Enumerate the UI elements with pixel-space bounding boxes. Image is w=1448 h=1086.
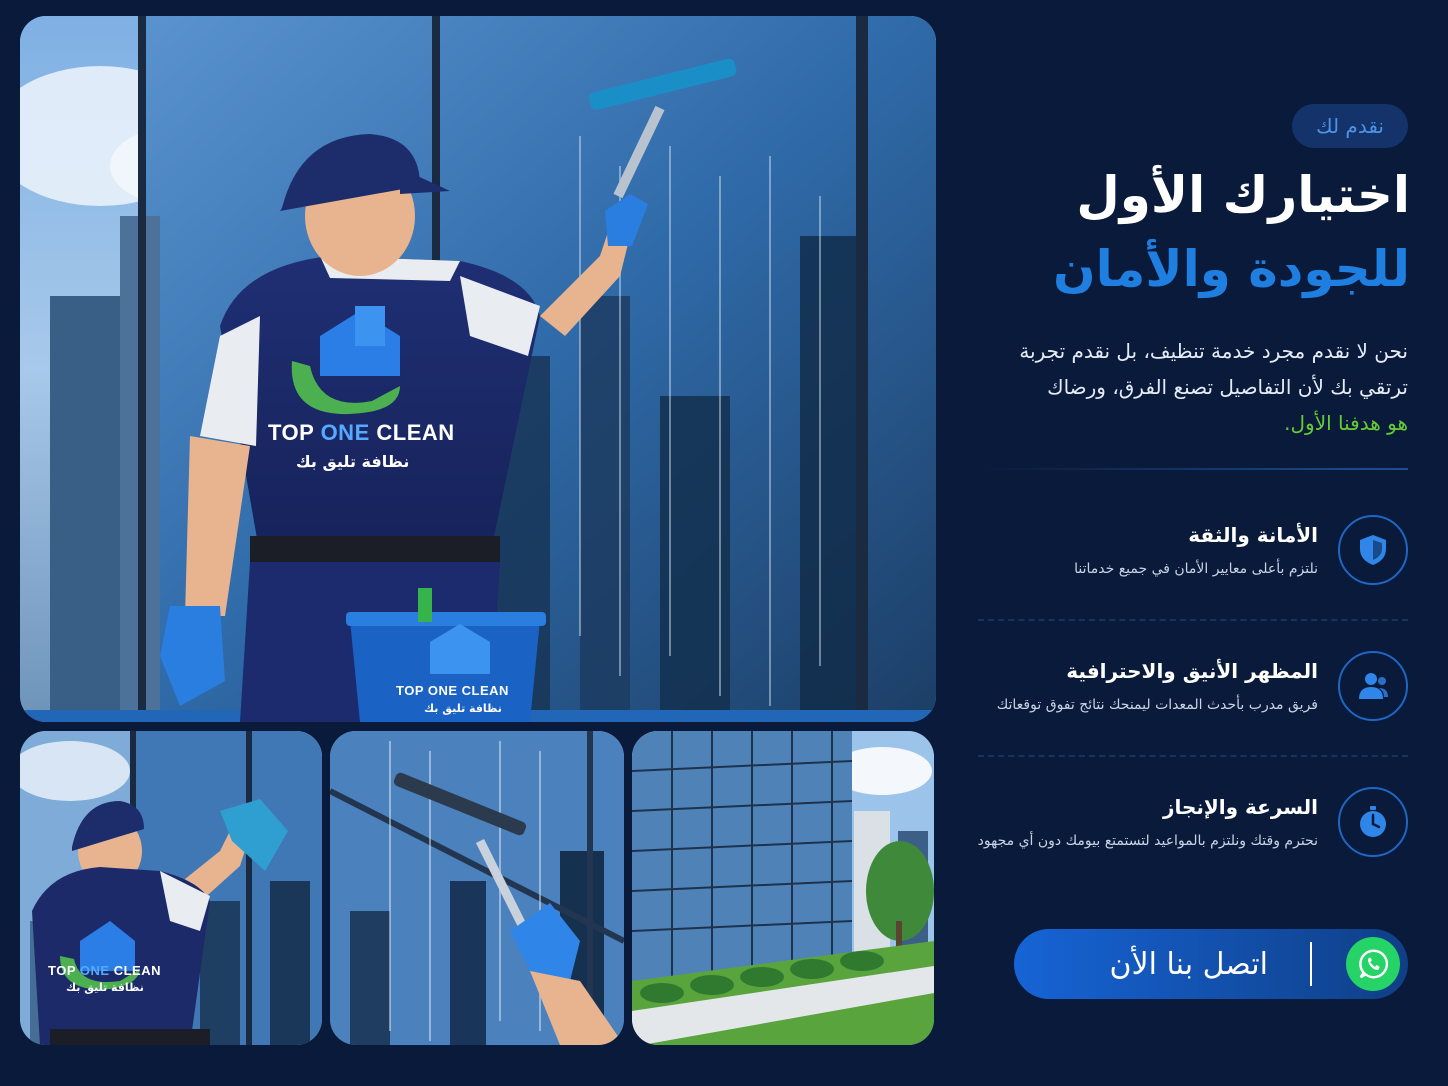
small-shirt-brand-one: ONE [79, 963, 110, 978]
small-photo-squeegee-illustration [330, 731, 624, 1045]
section-tag: نقدم لك [1292, 104, 1408, 148]
team-icon [1355, 668, 1391, 704]
intro-line-1: نحن لا نقدم مجرد خدمة تنظيف، بل نقدم تجربة [1019, 339, 1408, 363]
shirt-brand-clean: CLEAN [376, 420, 455, 445]
main-photo-window-cleaner [20, 16, 936, 722]
small-photo-wiping [20, 731, 322, 1045]
cta-label: اتصل بنا الأن [1109, 946, 1268, 982]
shirt-brand-one: ONE [320, 420, 370, 445]
bucket-brand-text: TOP ONE CLEAN [396, 683, 509, 698]
small-photo-wiping-illustration [20, 731, 322, 1045]
shirt-tagline: نظافة تليق بك [296, 452, 410, 471]
whatsapp-icon [1346, 937, 1400, 991]
feature-separator [978, 619, 1408, 621]
small-photo-building [632, 731, 934, 1045]
small-photo-squeegee [330, 731, 624, 1045]
feature-description: فريق مدرب بأحدث المعدات ليمنحك نتائج تفوق توقعاتك [996, 697, 1318, 713]
shirt-brand-text [268, 420, 455, 446]
small-shirt-brand-clean: CLEAN [113, 963, 161, 978]
shield-icon [1355, 532, 1391, 568]
intro-line-2: ترتقي بك لأن التفاصيل تصنع الفرق، ورضاك [1047, 375, 1408, 399]
headline-line-1: اختيارك الأول [1076, 166, 1410, 224]
feature-icon-circle [1338, 515, 1408, 585]
shirt-brand-top: TOP [268, 420, 314, 445]
main-photo-illustration [20, 16, 936, 722]
feature-description: نحترم وقتك ونلتزم بالمواعيد لتستمتع بيومك دون أي مجهود [977, 833, 1318, 849]
intro-paragraph [968, 333, 1408, 441]
contact-us-button[interactable] [1014, 929, 1408, 999]
feature-separator [978, 755, 1408, 757]
headline-line-2: للجودة والأمان [1052, 240, 1410, 298]
feature-title: السرعة والإنجاز [1162, 795, 1318, 819]
bucket-tagline: نظافة تليق بك [424, 702, 502, 715]
small-photo-building-illustration [632, 731, 934, 1045]
cta-divider [1310, 942, 1312, 986]
small-shirt-brand-top: TOP [48, 963, 76, 978]
info-panel [960, 0, 1430, 1086]
intro-accent: هو هدفنا الأول. [1284, 411, 1408, 435]
feature-icon-circle [1338, 787, 1408, 857]
stopwatch-icon [1355, 804, 1391, 840]
small-shirt-brand-text [48, 963, 161, 978]
small-shirt-tagline: نظافة تليق بك [66, 981, 144, 994]
whatsapp-glyph [1356, 947, 1390, 981]
section-divider [978, 468, 1408, 470]
feature-title: المظهر الأنيق والاحترافية [1066, 659, 1318, 683]
feature-item-speed [968, 787, 1408, 867]
feature-title: الأمانة والثقة [1188, 523, 1318, 547]
feature-icon-circle [1338, 651, 1408, 721]
feature-item-professional [968, 651, 1408, 731]
feature-description: نلتزم بأعلى معايير الأمان في جميع خدماتنا [1074, 561, 1318, 577]
feature-item-trust [968, 515, 1408, 595]
